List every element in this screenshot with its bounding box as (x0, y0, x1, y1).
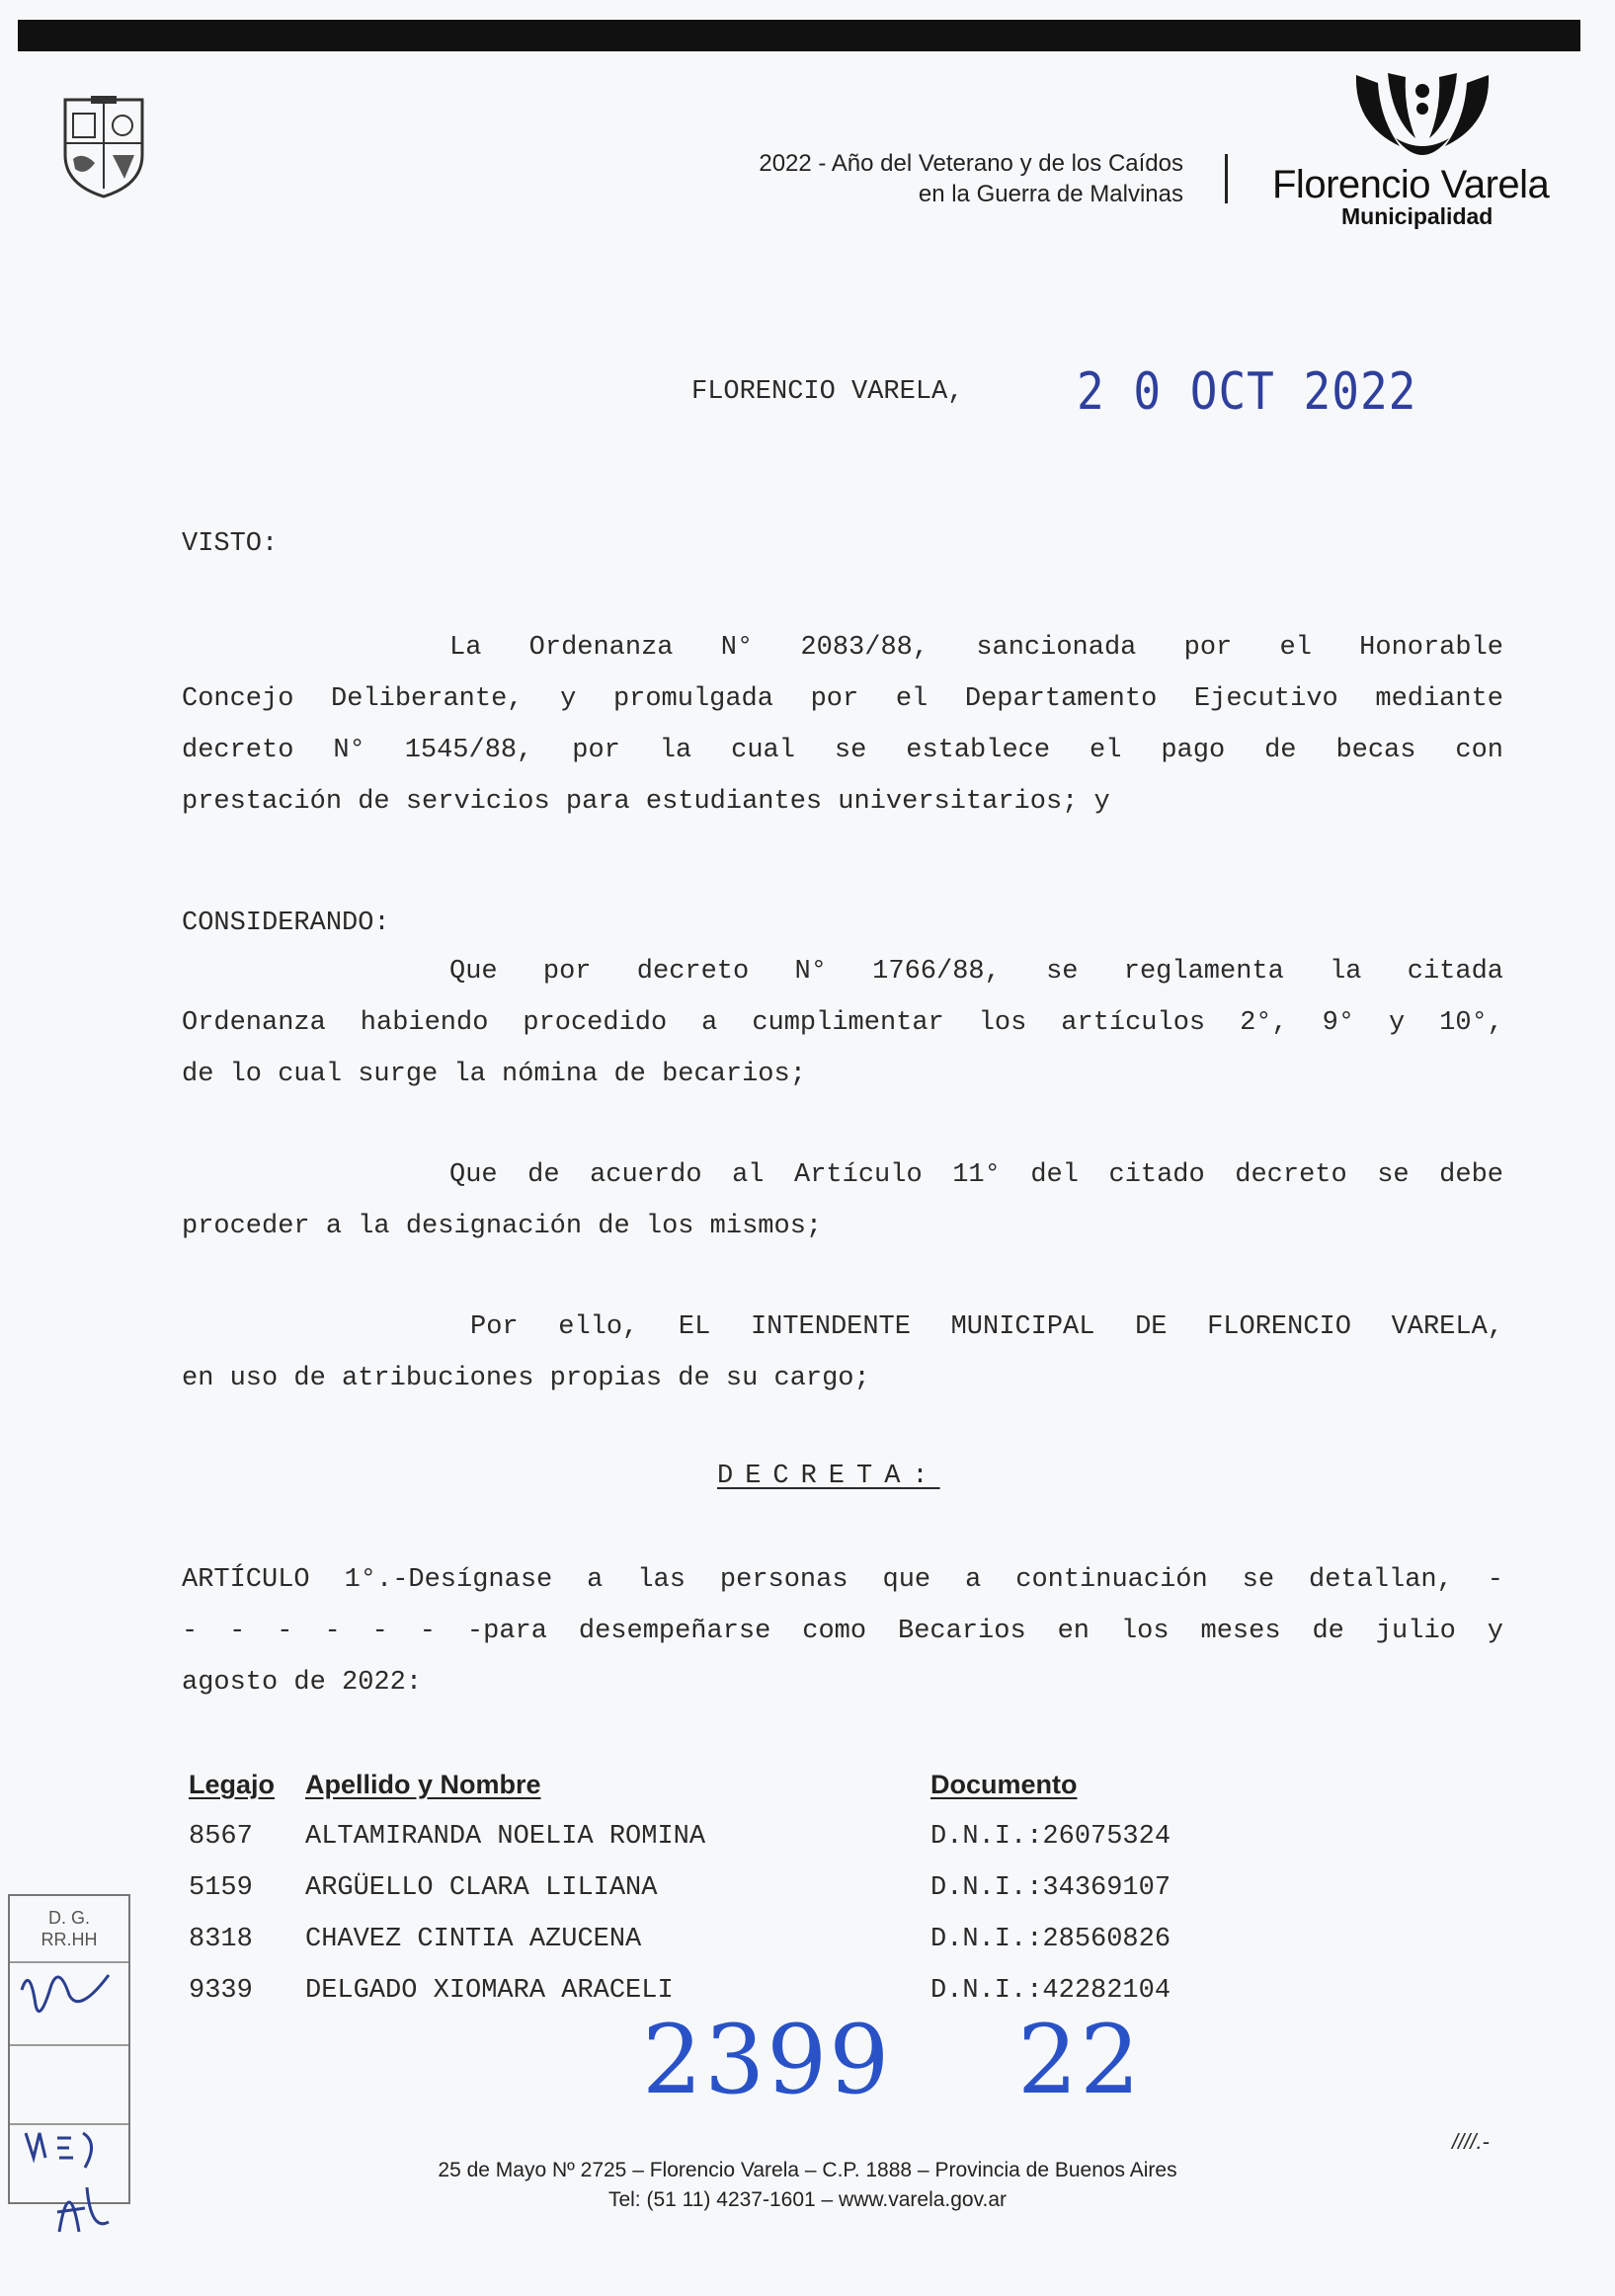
table-cell-nombre: DELGADO XIOMARA ARACELI (305, 1976, 674, 2006)
considerando-p3-line-1: Por ello, EL INTENDENTE MUNICIPAL DE FLORENCIO VARELA, (470, 1312, 1503, 1342)
logo-name: Florencio Varela (1272, 163, 1550, 206)
articulo-line-3: agosto de 2022: (182, 1668, 423, 1698)
considerando-p2-line-2: proceder a la designación de los mismos; (182, 1212, 823, 1241)
date-stamp: 2 0 OCT 2022 (1077, 361, 1417, 422)
decreta-heading: DECRETA: (717, 1462, 940, 1491)
header-motto-line1: 2022 - Año del Veterano y de los Caídos (759, 150, 1183, 177)
articulo-line-1: ARTÍCULO 1°.-Desígnase a las personas que a continuación se detallan, - (182, 1565, 1503, 1595)
footer-address: 25 de Mayo Nº 2725 – Florencio Varela – C.P. 1888 – Provincia de Buenos Aires (438, 2159, 1177, 2181)
visto-line-3: decreto N° 1545/88, por la cual se establece el pago de becas con (182, 736, 1503, 765)
table-cell-nombre: CHAVEZ CINTIA AZUCENA (305, 1925, 642, 1954)
visto-line-4: prestación de servicios para estudiantes universitarios; y (182, 787, 1110, 817)
place-label: FLORENCIO VARELA, (691, 377, 964, 407)
articulo-line-2: - - - - - - -para desempeñarse como Becarios en los meses de julio y (182, 1617, 1503, 1646)
table-cell-documento: D.N.I.:42282104 (930, 1976, 1171, 2006)
hr-stamp-line2: RR.HH (40, 1930, 98, 1949)
considerando-p2-line-1: Que de acuerdo al Artículo 11° del citado decreto se debe (449, 1160, 1503, 1190)
table-cell-legajo: 8567 (189, 1822, 253, 1852)
table-header-documento: Documento (930, 1770, 1078, 1799)
table-header-nombre: Apellido y Nombre (305, 1770, 541, 1799)
footer-contact: Tel: (51 11) 4237-1601 – www.varela.gov.ar (607, 2188, 1008, 2211)
decree-year-stamp: 22 (1017, 2005, 1143, 2115)
table-cell-legajo: 5159 (189, 1873, 253, 1903)
visto-line-1: La Ordenanza N° 2083/88, sancionada por el Honorable (449, 633, 1503, 663)
considerando-p1-line-2: Ordenanza habiendo procedido a cumplimentar los artículos 2°, 9° y 10°, (182, 1008, 1503, 1038)
table-cell-documento: D.N.I.:26075324 (930, 1822, 1171, 1852)
table-cell-legajo: 9339 (189, 1976, 253, 2006)
decree-number-stamp: 2399 (642, 2005, 892, 2115)
table-cell-nombre: ARGÜELLO CLARA LILIANA (305, 1873, 658, 1903)
considerando-p3-line-2: en uso de atribuciones propias de su cargo; (182, 1364, 870, 1393)
table-cell-documento: D.N.I.:28560826 (930, 1925, 1171, 1954)
visto-line-2: Concejo Deliberante, y promulgada por el Departamento Ejecutivo mediante (182, 684, 1503, 714)
considerando-p1-line-3: de lo cual surge la nómina de becarios; (182, 1060, 806, 1089)
table-cell-nombre: ALTAMIRANDA NOELIA ROMINA (305, 1822, 706, 1852)
table-cell-documento: D.N.I.:34369107 (930, 1873, 1171, 1903)
considerando-heading: CONSIDERANDO: (182, 909, 390, 938)
logo-subtitle: Municipalidad (1341, 203, 1494, 229)
header-motto-line2: en la Guerra de Malvinas (918, 181, 1183, 207)
continuation-mark: ////.- (1452, 2129, 1490, 2154)
table-header-legajo: Legajo (189, 1770, 276, 1799)
table-cell-legajo: 8318 (189, 1925, 253, 1954)
hr-stamp-line1: D. G. (47, 1908, 90, 1928)
considerando-p1-line-1: Que por decreto N° 1766/88, se reglamenta la citada (449, 957, 1503, 987)
visto-heading: VISTO: (182, 529, 279, 559)
